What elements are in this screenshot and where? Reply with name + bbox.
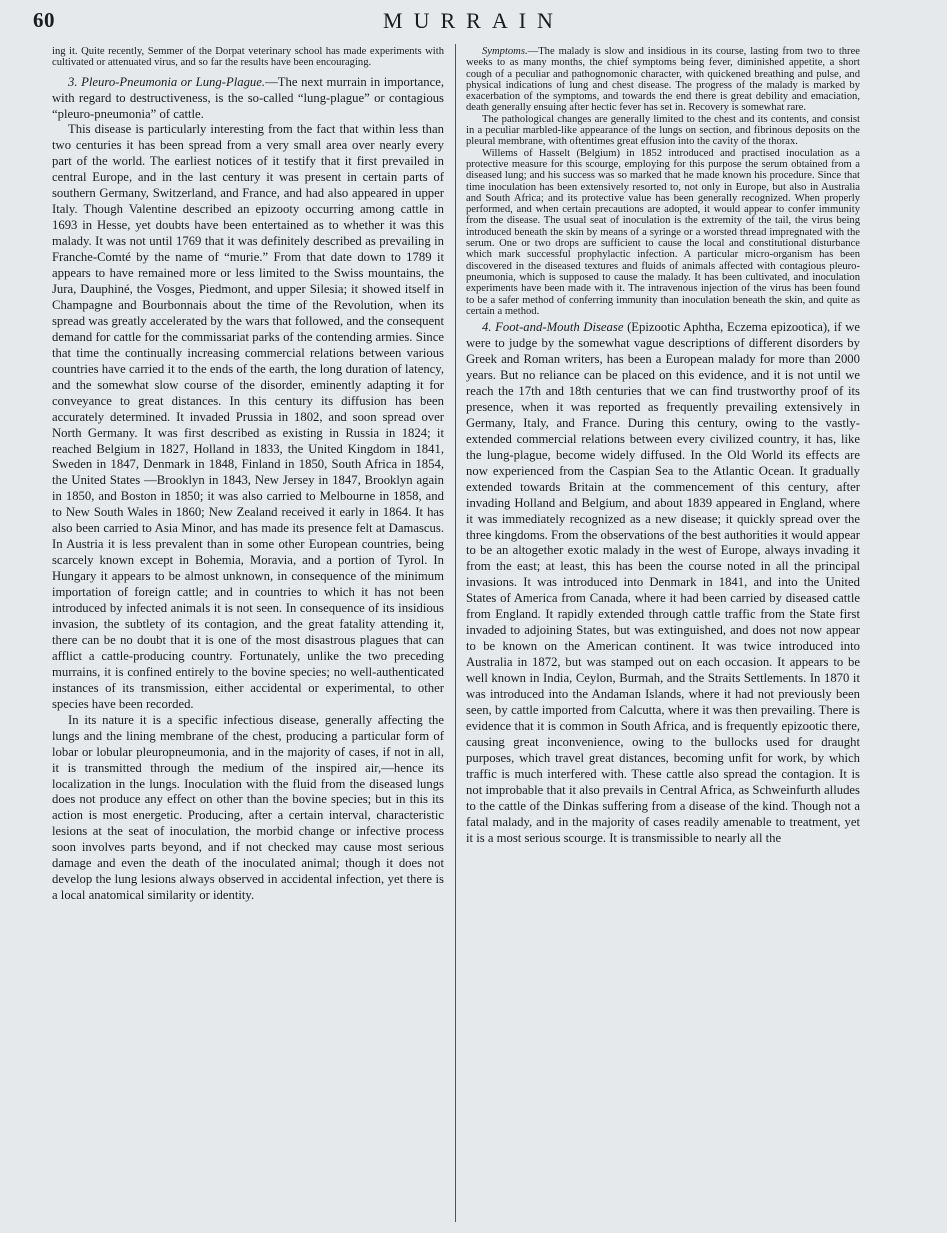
paragraph: This disease is particularly interesting from the fact that within less than two centuries it has been spread from a very small area over nearly every part of the world. The earliest notices of it testify that it first prevailed in central Europe, and in the last century it was present in certain parts of southern Germany, Switzerland, and France, and had also appeared in upper Italy. Though Valentine described an epizooty occurring among cattle in 1693 in Hesse, yet doubts have been entertained as to whether it was this malady. It was not until 1769 that it was definitely described as prevailing in Franche-Comté by the name of “murie.” From that date down to 1789 it appears to have remained more or less limited to the Swiss mountains, the Jura, Dauphiné, the Vosges, Piedmont, and upper Silesia; it showed itself in Champagne and Bourbonnais about the time of the Revolution, when its spread was greatly accelerated by the wars that followed, and the consequent demand for cattle for the commissariat parks of the contending armies. Since that time the continually increasing commercial relations between various countries have carried it to the ends of the earth, the long duration of latency, and the somewhat slow course of the disorder, eminently adapting it for conveyance to great distances. In this century its diffusion has been accurately determined. It invaded Prussia in 1802, and soon spread over North Germany. It was first described as existing in Russia in 1824; it reached Belgium in 1827, Holland in 1833, the United Kingdom in 1841, Sweden in 1847, Denmark in 1848, Finland in 1850, South Africa in 1854, the United States —Brooklyn in 1843, New Jersey in 1847, Brooklyn again in 1850, and Boston in 1850; it was also carried to Melbourne in 1858, and to New South Wales in 1860; New Zealand received it early in 1864. It has also been carried to Asia Minor, and has made its presence felt at Damascus. In Austria it is less prevalent than in some other European countries, being scarcely known except in Bohemia, Moravia, and a portion of Tyrol. In Hungary it appears to be almost unknown, in consequence of the minimum importation of foreign cattle; and in countries to which it has not been introduced by infected animals it is not seen. In consequence of its insidious invasion, the subtlety of its contagion, and the great fatality attending it, there can be no doubt that it is one of the most disastrous plagues that can afflict a cattle-producing country. Fortunately, unlike the two preceding murrains, it is confined entirely to the bovine species; no well-authenticated instances of its transmission, either accidental or experimental, to other species have been recorded. [52, 122, 444, 711]
paragraph [466, 46, 860, 114]
paragraph-text: —The next murrain in importance, with regard to destructiveness, is the so-called “lung-plague” or contagious “pleuro-pneumonia” of cattle. [52, 74, 445, 121]
left-column [52, 46, 444, 904]
paragraph-text: (Epizootic Aphtha, Eczema epizootica), if we were to judge by the somewhat vague descriptions of different disorders by Greek and Roman writers, has been a European malady for more than 2000 years. But no reliance can be placed on this evidence, and it is not until we reach the 17th and 18th centuries that we can find trustworthy proof of its presence, when it was reported as frequently prevailing extensively in Germany, Italy, and France. During this century, owing to the vastly-extended commercial relations between every civilized country, it has, like the lung-plague, become widely diffused. In the Old World its effects are now experienced from the Caspian Sea to the Atlantic Ocean. It gradually extended towards Britain at the commencement of this century, after invading Holland and Belgium, and about 1839 appeared in England, where it was immediately recognized as a new disease; it quickly spread over the three kingdoms. From the observations of the best authorities it would appear to be an altogether exotic malady in the west of Europe, always invading it from the east; at least, this has been the course noted in all the principal invasions. It was introduced into Denmark in 1841, and into the United States of America from Canada, where it had been carried by diseased cattle from England. It rapidly extended through cattle traffic from the State first invaded to adjoining States, but was extinguished, and does not now appear to be known on the American continent. It was twice introduced into Australia in 1872, but was stamped out on each occasion. It appears to be well known in India, Ceylon, Burmah, and the Straits Settlements. In 1870 it was introduced into the Andaman Islands, where it had not previously been seen, by cattle imported from Calcutta, where it was then prevailing. There is evidence that it is common in South Africa, and is frequently epizootic there, causing great inconvenience, owing to the bullocks used for draught purposes, which travel great distances, becoming unfit for work, by which traffic is much interfered with. These cattle also spread the contagion. It is not improbable that it also prevails in Central Africa, as Schweinfurth alludes to the cattle of the Dinkas suffering from a disease of the kind. Though not a fatal malady, and in the majority of cases readily amenable to treatment, yet it is a most serious scourge. It is transmissible to nearly all the [466, 320, 860, 845]
section-heading: 4. Foot-and-Mouth Disease [482, 320, 624, 335]
right-column [466, 46, 860, 847]
paragraph: The pathological changes are generally limited to the chest and its contents, and consist in a peculiar marbled-like appearance of the lungs on section, and fibrinous deposits on the pleural membrane, with oftentimes great effusion into the cavity of the thorax. [466, 113, 860, 148]
section-heading: 3. Pleuro-Pneumonia or Lung-Plague. [68, 74, 266, 89]
page-number: 60 [33, 8, 55, 32]
paragraph: Willems of Hasselt (Belgium) in 1852 introduced and practised inoculation as a protective measure for this scourge, employing for this purpose the serum obtained from a diseased lung; and his success was so marked that he made known his procedure. Since that time inoculation has been extensively resorted to, not only in Europe, but also in Australia and South Africa; and its protective value has been generally recognized. When properly performed, and when certain precautions are adopted, it would appear to confer immunity from the disease. The usual seat of inoculation is the extremity of the tail, the virus being introduced beneath the skin by means of a syringe or a worsted thread impregnated with the serum. One or two drops are sufficient to cause the local and constitutional disturbance which mark successful prophylactic infection. A particular micro-organism has been discovered in the diseased textures and fluids of animals affected with contagious pleuro-pneumonia, which is supposed to cause the malady. It has been cultivated, and inoculation experiments have been made with it. The intravenous injection of the virus has been found to be a safer method of conferring immunity than inoculation beneath the skin, and quite as certain a method. [466, 147, 860, 317]
paragraph [466, 320, 860, 846]
paragraph-text: —The malady is slow and insidious in its course, lasting from two to three weeks to as many months, the chief symptoms being fever, diminished appetite, a short cough of a peculiar and pathognomonic character, with quickened breathing and pulse, and physical indications of lung and chest disease. The progress of the malady is marked by exacerbation of the symptoms, and towards the end there is great debility and emaciation, death generally ensuing after hectic fever has set in. Recovery is somewhat rare. [466, 46, 860, 114]
running-title: MURRAIN [383, 8, 564, 33]
paragraph: In its nature it is a specific infectious disease, generally affecting the lungs and the lining membrane of the chest, producing a particular form of lobar or lobular pleuropneumonia, and in the majority of cases, if not in all, it is transmitted through the medium of the inspired air,—hence its localization in the lungs. Inoculation with the fluid from the diseased lungs does not produce any effect on other than the bovine species; but in this its action is most energetic. Producing, after a certain interval, characteristic lesions at the seat of inoculation, the morbid change or infective process soon involves parts beyond, and if not checked may cause most serious damage and even the death of the inoculated animal; though it does not develop the lung lesions always observed in accidental infection, yet there is a local anatomical similarity or identity. [52, 712, 444, 903]
section-heading: Symptoms. [482, 46, 528, 57]
paragraph: ing it. Quite recently, Semmer of the Dorpat veterinary school has made experiments with cultivated or attenuated virus, and so far the results have been encouraging. [52, 46, 444, 69]
column-rule [455, 44, 456, 1222]
paragraph [52, 75, 444, 123]
